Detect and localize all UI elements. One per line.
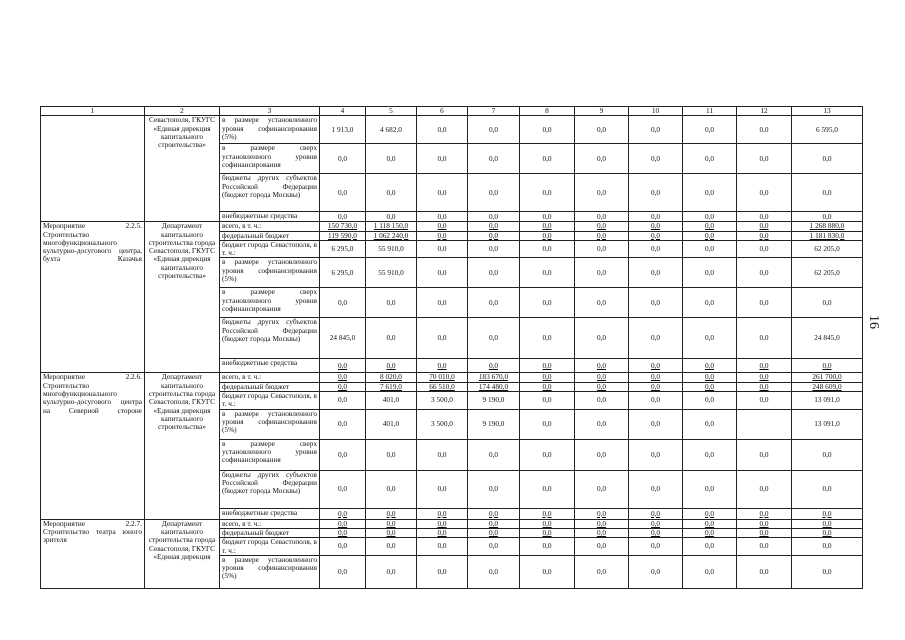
value-cell: 0,0	[417, 174, 468, 212]
value-cell: 0,0	[520, 528, 575, 537]
value-cell: 0,0	[520, 373, 575, 382]
value-cell: 0,0	[683, 359, 737, 373]
funding-source-cell: всего, в т. ч.:	[220, 222, 320, 231]
value-cell: 0,0	[520, 212, 575, 222]
value-cell: 0,0	[366, 144, 417, 174]
value-cell: 0,0	[366, 555, 417, 588]
value-cell: 0,0	[737, 359, 792, 373]
value-cell: 0,0	[792, 538, 863, 556]
funding-source-cell: бюджет города Севастополя, в т. ч.:	[220, 240, 320, 258]
value-cell: 1 913,0	[320, 116, 366, 144]
value-cell: 0,0	[737, 538, 792, 556]
value-cell: 13 091,0	[792, 409, 863, 439]
value-cell: 0,0	[520, 519, 575, 528]
value-cell: 401,0	[366, 392, 417, 410]
value-cell: 0,0	[520, 288, 575, 318]
value-cell: 24 845,0	[792, 318, 863, 359]
value-cell: 1 181 830,0	[792, 231, 863, 240]
value-cell: 0,0	[629, 258, 683, 288]
value-cell: 0,0	[629, 508, 683, 519]
funding-source-cell: бюджеты других субъектов Российской Федерации (бюджет города Москвы)	[220, 470, 320, 508]
value-cell: 9 190,0	[468, 392, 520, 410]
value-cell: 0,0	[320, 212, 366, 222]
value-cell: 0,0	[575, 240, 629, 258]
funding-source-cell: в размере сверх установленного уровня софинансирования	[220, 288, 320, 318]
value-cell: 62 205,0	[792, 258, 863, 288]
value-cell: 0,0	[417, 508, 468, 519]
value-cell: 0,0	[520, 144, 575, 174]
value-cell: 0,0	[629, 470, 683, 508]
value-cell: 0,0	[683, 212, 737, 222]
value-cell: 0,0	[575, 470, 629, 508]
value-cell: 0,0	[468, 288, 520, 318]
value-cell: 0,0	[737, 392, 792, 410]
value-cell: 0,0	[629, 174, 683, 212]
value-cell: 0,0	[468, 538, 520, 556]
value-cell: 0,0	[683, 373, 737, 382]
value-cell: 4 682,0	[366, 116, 417, 144]
value-cell: 0,0	[575, 382, 629, 391]
activity-cell: Мероприятие 2.2.6. Строительство многофункционального культурно-досугового центра на Северной стороне	[41, 373, 145, 519]
value-cell: 0,0	[575, 528, 629, 537]
value-cell: 0,0	[575, 359, 629, 373]
value-cell: 0,0	[520, 174, 575, 212]
value-cell: 0,0	[520, 318, 575, 359]
value-cell: 0,0	[629, 409, 683, 439]
value-cell: 0,0	[629, 519, 683, 528]
value-cell: 0,0	[683, 439, 737, 470]
value-cell: 0,0	[575, 392, 629, 410]
funding-source-cell: внебюджетные средства	[220, 212, 320, 222]
value-cell: 0,0	[737, 318, 792, 359]
value-cell: 0,0	[320, 359, 366, 373]
value-cell: 0,0	[320, 174, 366, 212]
funding-source-cell: в размере сверх установленного уровня софинансирования	[220, 439, 320, 470]
column-number-11: 11	[683, 107, 737, 116]
column-number-13: 13	[792, 107, 863, 116]
table-row	[41, 373, 863, 382]
value-cell: 0,0	[629, 288, 683, 318]
value-cell	[737, 409, 792, 439]
value-cell: 0,0	[575, 519, 629, 528]
table-body	[41, 116, 863, 589]
value-cell: 0,0	[792, 519, 863, 528]
value-cell: 0,0	[468, 470, 520, 508]
value-cell: 0,0	[520, 231, 575, 240]
value-cell: 0,0	[468, 231, 520, 240]
value-cell: 0,0	[417, 519, 468, 528]
value-cell: 0,0	[683, 555, 737, 588]
value-cell: 0,0	[575, 318, 629, 359]
value-cell: 0,0	[468, 222, 520, 231]
value-cell: 0,0	[575, 231, 629, 240]
value-cell: 1 268 880,0	[792, 222, 863, 231]
value-cell: 0,0	[792, 528, 863, 537]
budget-table	[40, 106, 863, 589]
value-cell: 0,0	[575, 258, 629, 288]
value-cell: 0,0	[629, 382, 683, 391]
value-cell: 0,0	[737, 174, 792, 212]
value-cell: 0,0	[737, 555, 792, 588]
value-cell: 0,0	[468, 116, 520, 144]
value-cell: 9 190,0	[468, 409, 520, 439]
value-cell: 6 595,0	[792, 116, 863, 144]
value-cell: 0,0	[792, 359, 863, 373]
value-cell: 0,0	[575, 288, 629, 318]
value-cell: 0,0	[417, 212, 468, 222]
value-cell: 0,0	[417, 222, 468, 231]
executor-cell: Севастополя, ГКУГС «Единая дирекция капитального строительства»	[145, 116, 220, 222]
value-cell: 0,0	[366, 439, 417, 470]
value-cell: 183 670,0	[468, 373, 520, 382]
column-number-1: 1	[41, 107, 145, 116]
value-cell: 0,0	[366, 538, 417, 556]
executor-cell: Департамент капитального строительства города Севастополя, ГКУГС «Единая дирекция капитального строительства»	[145, 222, 220, 373]
value-cell: 0,0	[417, 116, 468, 144]
value-cell: 7 619,0	[366, 382, 417, 391]
value-cell: 66 510,0	[417, 382, 468, 391]
value-cell: 0,0	[320, 288, 366, 318]
column-number-7: 7	[468, 107, 520, 116]
value-cell: 0,0	[737, 240, 792, 258]
value-cell: 0,0	[629, 231, 683, 240]
value-cell: 0,0	[737, 528, 792, 537]
value-cell: 0,0	[520, 439, 575, 470]
value-cell: 0,0	[683, 528, 737, 537]
table-row	[41, 222, 863, 231]
value-cell: 0,0	[629, 538, 683, 556]
value-cell: 0,0	[792, 555, 863, 588]
value-cell: 0,0	[737, 288, 792, 318]
value-cell: 62 205,0	[792, 240, 863, 258]
value-cell: 0,0	[417, 258, 468, 288]
value-cell: 0,0	[629, 359, 683, 373]
activity-cell: Мероприятие 2.2.5. Строительство многофункционального культурно-досугового центра, бухта Казачья	[41, 222, 145, 373]
value-cell: 0,0	[683, 538, 737, 556]
activity-cell	[41, 116, 145, 222]
value-cell: 0,0	[417, 555, 468, 588]
value-cell: 261 700,0	[792, 373, 863, 382]
column-number-10: 10	[629, 107, 683, 116]
value-cell: 0,0	[683, 382, 737, 391]
value-cell: 0,0	[575, 373, 629, 382]
funding-source-cell: бюджеты других субъектов Российской Федерации (бюджет города Москвы)	[220, 318, 320, 359]
funding-source-cell: в размере сверх установленного уровня софинансирования	[220, 144, 320, 174]
funding-source-cell: в размере установленного уровня софинансирования (5%)	[220, 555, 320, 588]
value-cell: 0,0	[792, 508, 863, 519]
value-cell: 0,0	[320, 555, 366, 588]
column-number-6: 6	[417, 107, 468, 116]
executor-cell: Департамент капитального строительства города Севастополя, ГКУГС «Единая дирекция	[145, 519, 220, 588]
value-cell: 0,0	[417, 359, 468, 373]
value-cell: 0,0	[468, 212, 520, 222]
value-cell: 0,0	[629, 555, 683, 588]
value-cell: 0,0	[683, 116, 737, 144]
value-cell: 0,0	[683, 508, 737, 519]
value-cell: 0,0	[417, 318, 468, 359]
value-cell: 0,0	[520, 508, 575, 519]
value-cell: 3 500,0	[417, 409, 468, 439]
value-cell: 0,0	[520, 222, 575, 231]
value-cell: 0,0	[629, 439, 683, 470]
value-cell: 0,0	[629, 222, 683, 231]
page-number: 16	[866, 315, 881, 329]
value-cell: 0,0	[737, 508, 792, 519]
value-cell: 0,0	[366, 470, 417, 508]
value-cell: 70 010,0	[417, 373, 468, 382]
value-cell: 119 590,0	[320, 231, 366, 240]
value-cell: 0,0	[366, 174, 417, 212]
value-cell: 0,0	[520, 359, 575, 373]
column-number-12: 12	[737, 107, 792, 116]
column-number-8: 8	[520, 107, 575, 116]
value-cell: 0,0	[468, 318, 520, 359]
value-cell: 0,0	[575, 174, 629, 212]
executor-cell: Департамент капитального строительства города Севастополя, ГКУГС «Единая дирекция капитального строительства»	[145, 373, 220, 519]
value-cell: 0,0	[320, 144, 366, 174]
value-cell: 0,0	[792, 212, 863, 222]
table-row	[41, 116, 863, 144]
value-cell: 0,0	[737, 519, 792, 528]
value-cell: 0,0	[320, 373, 366, 382]
value-cell: 1 062 240,0	[366, 231, 417, 240]
value-cell: 401,0	[366, 409, 417, 439]
value-cell: 0,0	[468, 555, 520, 588]
value-cell: 0,0	[320, 519, 366, 528]
value-cell: 0,0	[629, 528, 683, 537]
value-cell: 0,0	[320, 528, 366, 537]
value-cell: 0,0	[575, 222, 629, 231]
funding-source-cell: бюджет города Севастополя, в т. ч.:	[220, 392, 320, 410]
value-cell: 0,0	[468, 258, 520, 288]
value-cell: 0,0	[520, 538, 575, 556]
value-cell: 0,0	[683, 174, 737, 212]
value-cell: 0,0	[520, 240, 575, 258]
value-cell: 0,0	[366, 318, 417, 359]
value-cell: 0,0	[417, 439, 468, 470]
value-cell: 13 091,0	[792, 392, 863, 410]
value-cell: 0,0	[629, 373, 683, 382]
value-cell: 0,0	[575, 508, 629, 519]
column-number-4: 4	[320, 107, 366, 116]
value-cell: 8 020,0	[366, 373, 417, 382]
value-cell: 0,0	[366, 288, 417, 318]
value-cell: 0,0	[468, 174, 520, 212]
value-cell: 0,0	[520, 555, 575, 588]
value-cell: 0,0	[366, 519, 417, 528]
value-cell: 0,0	[683, 409, 737, 439]
value-cell: 0,0	[683, 470, 737, 508]
column-number-5: 5	[366, 107, 417, 116]
value-cell: 0,0	[366, 212, 417, 222]
value-cell: 0,0	[468, 144, 520, 174]
value-cell: 0,0	[468, 240, 520, 258]
column-number-9: 9	[575, 107, 629, 116]
value-cell: 1 118 150,0	[366, 222, 417, 231]
value-cell: 0,0	[468, 528, 520, 537]
column-number-2: 2	[145, 107, 220, 116]
value-cell: 0,0	[320, 508, 366, 519]
value-cell: 0,0	[417, 538, 468, 556]
value-cell: 0,0	[520, 470, 575, 508]
funding-source-cell: всего, в т. ч.:	[220, 519, 320, 528]
value-cell: 0,0	[468, 439, 520, 470]
value-cell: 0,0	[737, 212, 792, 222]
value-cell: 0,0	[629, 116, 683, 144]
value-cell: 0,0	[683, 519, 737, 528]
value-cell: 0,0	[417, 288, 468, 318]
value-cell: 0,0	[737, 439, 792, 470]
column-number-3: 3	[220, 107, 320, 116]
funding-source-cell: в размере установленного уровня софинансирования (5%)	[220, 116, 320, 144]
value-cell: 0,0	[737, 222, 792, 231]
value-cell: 150 730,0	[320, 222, 366, 231]
value-cell: 0,0	[520, 392, 575, 410]
value-cell: 0,0	[417, 470, 468, 508]
value-cell: 0,0	[320, 392, 366, 410]
value-cell: 174 480,0	[468, 382, 520, 391]
value-cell: 0,0	[629, 212, 683, 222]
value-cell: 0,0	[575, 116, 629, 144]
value-cell: 0,0	[417, 528, 468, 537]
value-cell: 0,0	[683, 222, 737, 231]
value-cell: 0,0	[737, 116, 792, 144]
funding-source-cell: всего, в т. ч.:	[220, 373, 320, 382]
value-cell: 3 500,0	[417, 392, 468, 410]
value-cell: 6 295,0	[320, 258, 366, 288]
funding-source-cell: внебюджетные средства	[220, 359, 320, 373]
value-cell: 0,0	[520, 116, 575, 144]
value-cell: 0,0	[520, 409, 575, 439]
value-cell: 0,0	[683, 318, 737, 359]
value-cell: 0,0	[320, 439, 366, 470]
value-cell: 0,0	[629, 392, 683, 410]
funding-source-cell: бюджет города Севастополя, в т. ч.:	[220, 538, 320, 556]
value-cell: 55 910,0	[366, 240, 417, 258]
value-cell: 0,0	[575, 555, 629, 588]
value-cell: 0,0	[792, 174, 863, 212]
value-cell: 0,0	[737, 470, 792, 508]
value-cell: 0,0	[737, 231, 792, 240]
value-cell: 0,0	[366, 508, 417, 519]
value-cell: 0,0	[520, 382, 575, 391]
value-cell: 0,0	[320, 470, 366, 508]
funding-source-cell: федеральный бюджет	[220, 382, 320, 391]
value-cell: 55 910,0	[366, 258, 417, 288]
value-cell: 0,0	[737, 258, 792, 288]
value-cell: 0,0	[792, 470, 863, 508]
value-cell: 0,0	[629, 318, 683, 359]
funding-source-cell: внебюджетные средства	[220, 508, 320, 519]
value-cell: 0,0	[417, 144, 468, 174]
value-cell: 0,0	[468, 519, 520, 528]
value-cell: 24 845,0	[320, 318, 366, 359]
value-cell: 0,0	[575, 409, 629, 439]
funding-source-cell: федеральный бюджет	[220, 528, 320, 537]
value-cell: 0,0	[417, 240, 468, 258]
funding-source-cell: в размере установленного уровня софинансирования (5%)	[220, 409, 320, 439]
value-cell: 0,0	[468, 508, 520, 519]
value-cell: 0,0	[737, 382, 792, 391]
value-cell: 0,0	[366, 359, 417, 373]
value-cell: 0,0	[792, 144, 863, 174]
value-cell: 0,0	[792, 439, 863, 470]
table-row	[41, 519, 863, 528]
value-cell: 0,0	[575, 212, 629, 222]
activity-cell: Мероприятие 2.2.7. Строительство театра юного зрителя	[41, 519, 145, 588]
value-cell: 0,0	[737, 373, 792, 382]
value-cell: 0,0	[320, 409, 366, 439]
value-cell: 0,0	[683, 258, 737, 288]
funding-source-cell: федеральный бюджет	[220, 231, 320, 240]
value-cell: 0,0	[575, 144, 629, 174]
value-cell: 0,0	[792, 288, 863, 318]
value-cell: 0,0	[737, 144, 792, 174]
value-cell: 0,0	[520, 258, 575, 288]
value-cell: 0,0	[629, 144, 683, 174]
value-cell: 0,0	[683, 288, 737, 318]
value-cell: 0,0	[629, 240, 683, 258]
column-number-header	[41, 107, 863, 116]
value-cell: 0,0	[683, 231, 737, 240]
value-cell: 0,0	[320, 538, 366, 556]
value-cell: 248 609,0	[792, 382, 863, 391]
value-cell: 0,0	[683, 392, 737, 410]
value-cell: 0,0	[683, 240, 737, 258]
value-cell: 0,0	[320, 382, 366, 391]
value-cell: 0,0	[468, 359, 520, 373]
funding-source-cell: в размере установленного уровня софинансирования (5%)	[220, 258, 320, 288]
funding-source-cell: бюджеты других субъектов Российской Федерации (бюджет города Москвы)	[220, 174, 320, 212]
value-cell: 0,0	[417, 231, 468, 240]
value-cell: 0,0	[683, 144, 737, 174]
value-cell: 0,0	[575, 538, 629, 556]
value-cell: 0,0	[366, 528, 417, 537]
value-cell: 0,0	[575, 439, 629, 470]
value-cell: 6 295,0	[320, 240, 366, 258]
